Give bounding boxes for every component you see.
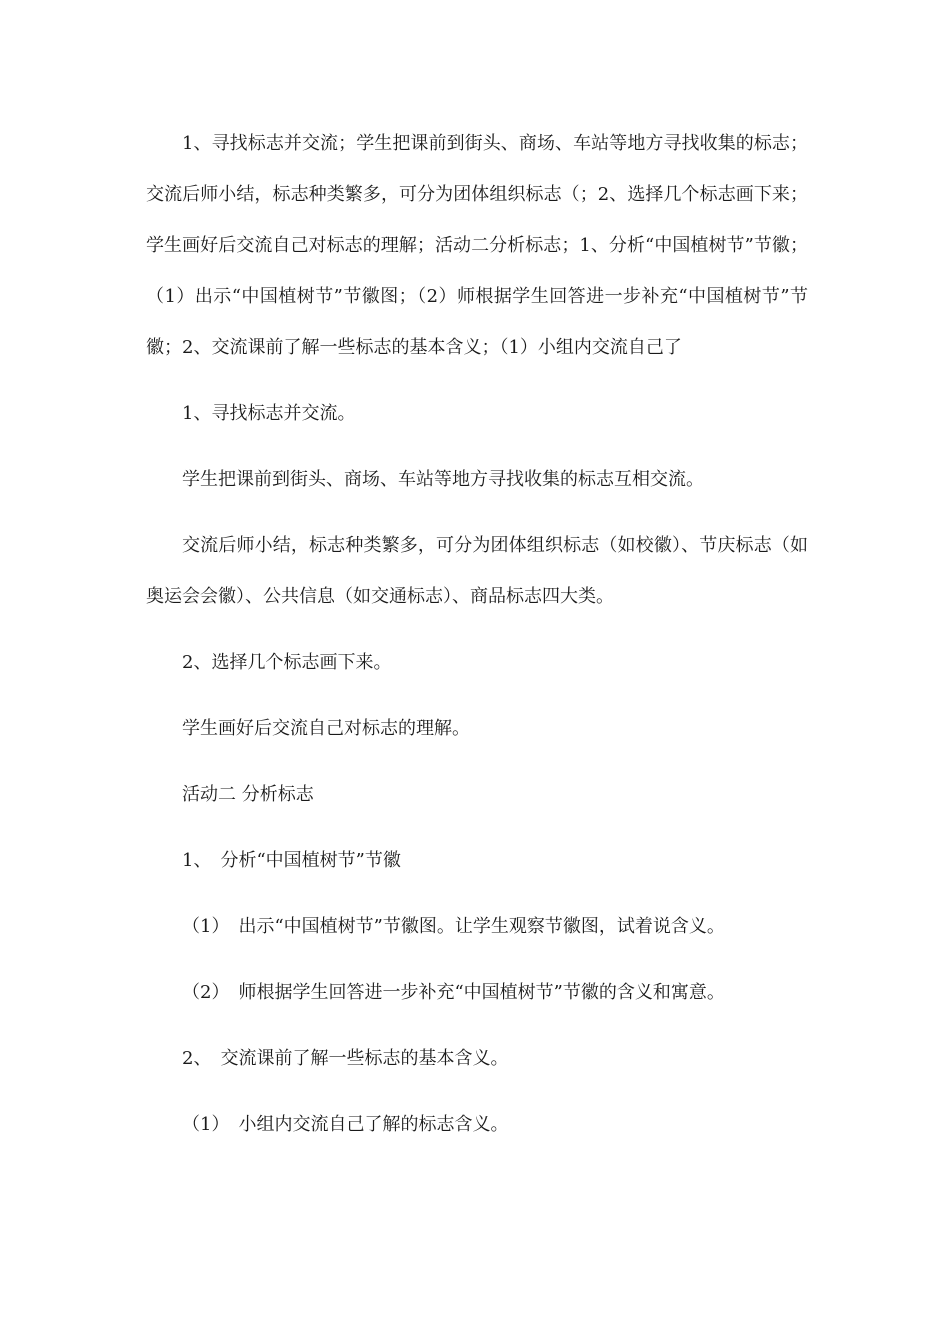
- step-2-heading: 2、选择几个标志画下来。: [182, 652, 392, 673]
- activity-2-item-2-sub-1: （1） 小组内交流自己了解的标志含义。: [182, 1114, 509, 1135]
- activity-2-item-2: 2、 交流课前了解一些标志的基本含义。: [182, 1048, 509, 1069]
- activity-2-heading: 活动二 分析标志: [182, 784, 314, 805]
- step-2-student-activity: 学生画好后交流自己对标志的理解。: [182, 718, 470, 739]
- summary-paragraph: 1、寻找标志并交流；学生把课前到街头、商场、车站等地方寻找收集的标志；交流后师小结，标志种类繁多，可分为团体组织标志（；2、选择几个标志画下来；学生画好后交流自己对标志的理解；活动二分析标志；1、分析“中国植树节”节徽；（1）出示“中国植树节”节徽图；（2）师根据学生回答进一步补充“中国植树节”节徽；2、交流课前了解一些标志的基本含义；（1）小组内交流自己了: [146, 133, 808, 358]
- step-1-student-activity: 学生把课前到街头、商场、车站等地方寻找收集的标志互相交流。: [182, 469, 704, 490]
- step-1-teacher-summary: 交流后师小结，标志种类繁多，可分为团体组织标志（如校徽）、节庆标志（如奥运会会徽）、公共信息（如交通标志）、商品标志四大类。: [146, 535, 808, 607]
- step-1-heading: 1、寻找标志并交流。: [182, 403, 356, 424]
- activity-2-item-1-sub-2: （2） 师根据学生回答进一步补充“中国植树节”节徽的含义和寓意。: [182, 982, 725, 1003]
- document-page: [146, 118, 808, 1150]
- activity-2-item-1: 1、 分析“中国植树节”节徽: [182, 850, 401, 871]
- activity-2-item-1-sub-1: （1） 出示“中国植树节”节徽图。让学生观察节徽图，试着说含义。: [182, 916, 725, 937]
